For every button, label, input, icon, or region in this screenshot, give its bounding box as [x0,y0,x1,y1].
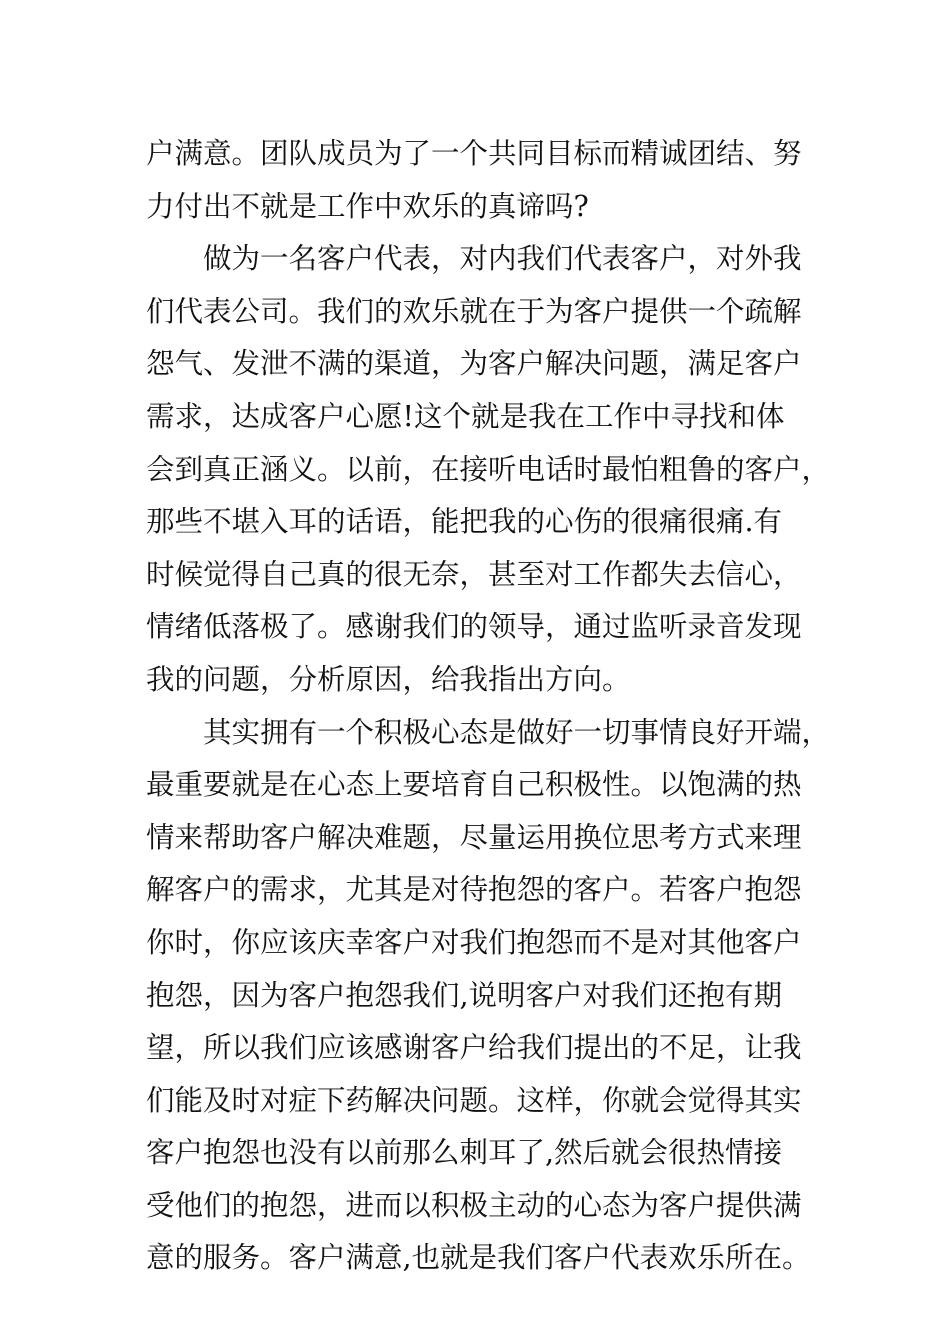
text-line: 会到真正涵义。以前，在接听电话时最怕粗鲁的客户， [146,452,831,486]
paragraph [146,707,836,1286]
text-line: 时候觉得自己真的很无奈，甚至对工作都失去信心， [146,557,802,591]
text-line: 那些不堪入耳的话语，能把我的心伤的很痛很痛.有 [146,505,783,539]
text-line: 意的服务。客户满意,也就是我们客户代表欢乐所在。 [146,1241,811,1275]
text-line: 们代表公司。我们的欢乐就在于为客户提供一个疏解 [146,294,802,328]
text-line: 做为一名客户代表，对内我们代表客户，对外我 [203,242,802,276]
text-line: 望，所以我们应该感谢客户给我们提出的不足，让我 [146,1031,802,1065]
text-line: 情来帮助客户解决难题，尽量运用换位思考方式来理 [146,820,802,854]
paragraph [146,128,836,233]
text-line: 们能及时对症下药解决问题。这样，你就会觉得其实 [146,1083,802,1117]
text-line: 解客户的需求，尤其是对待抱怨的客户。若客户抱怨 [146,873,802,907]
text-line: 户满意。团队成员为了一个共同目标而精诚团结、努 [146,137,802,170]
paragraph [146,233,836,706]
text-line: 情绪低落极了。感谢我们的领导，通过监听录音发现 [146,610,802,644]
text-line: 抱怨，因为客户抱怨我们,说明客户对我们还抱有期 [146,978,783,1012]
body-text [146,128,836,1285]
text-line: 需求，达成客户心愿!这个就是我在工作中寻找和体 [146,399,785,433]
text-line: 受他们的抱怨，进而以积极主动的心态为客户提供满 [146,1188,802,1222]
text-line: 力付出不就是工作中欢乐的真谛吗? [146,189,589,223]
text-line: 你时，你应该庆幸客户对我们抱怨而不是对其他客户 [146,925,802,959]
text-line: 怨气、发泄不满的渠道，为客户解决问题，满足客户 [146,347,802,381]
text-line: 其实拥有一个积极心态是做好一切事情良好开端， [203,715,831,749]
text-line: 最重要就是在心态上要培育自己积极性。以饱满的热 [146,768,802,802]
text-line: 我的问题，分析原因，给我指出方向。 [146,662,631,696]
text-line: 客户抱怨也没有以前那么刺耳了,然后就会很热情接 [146,1136,783,1170]
